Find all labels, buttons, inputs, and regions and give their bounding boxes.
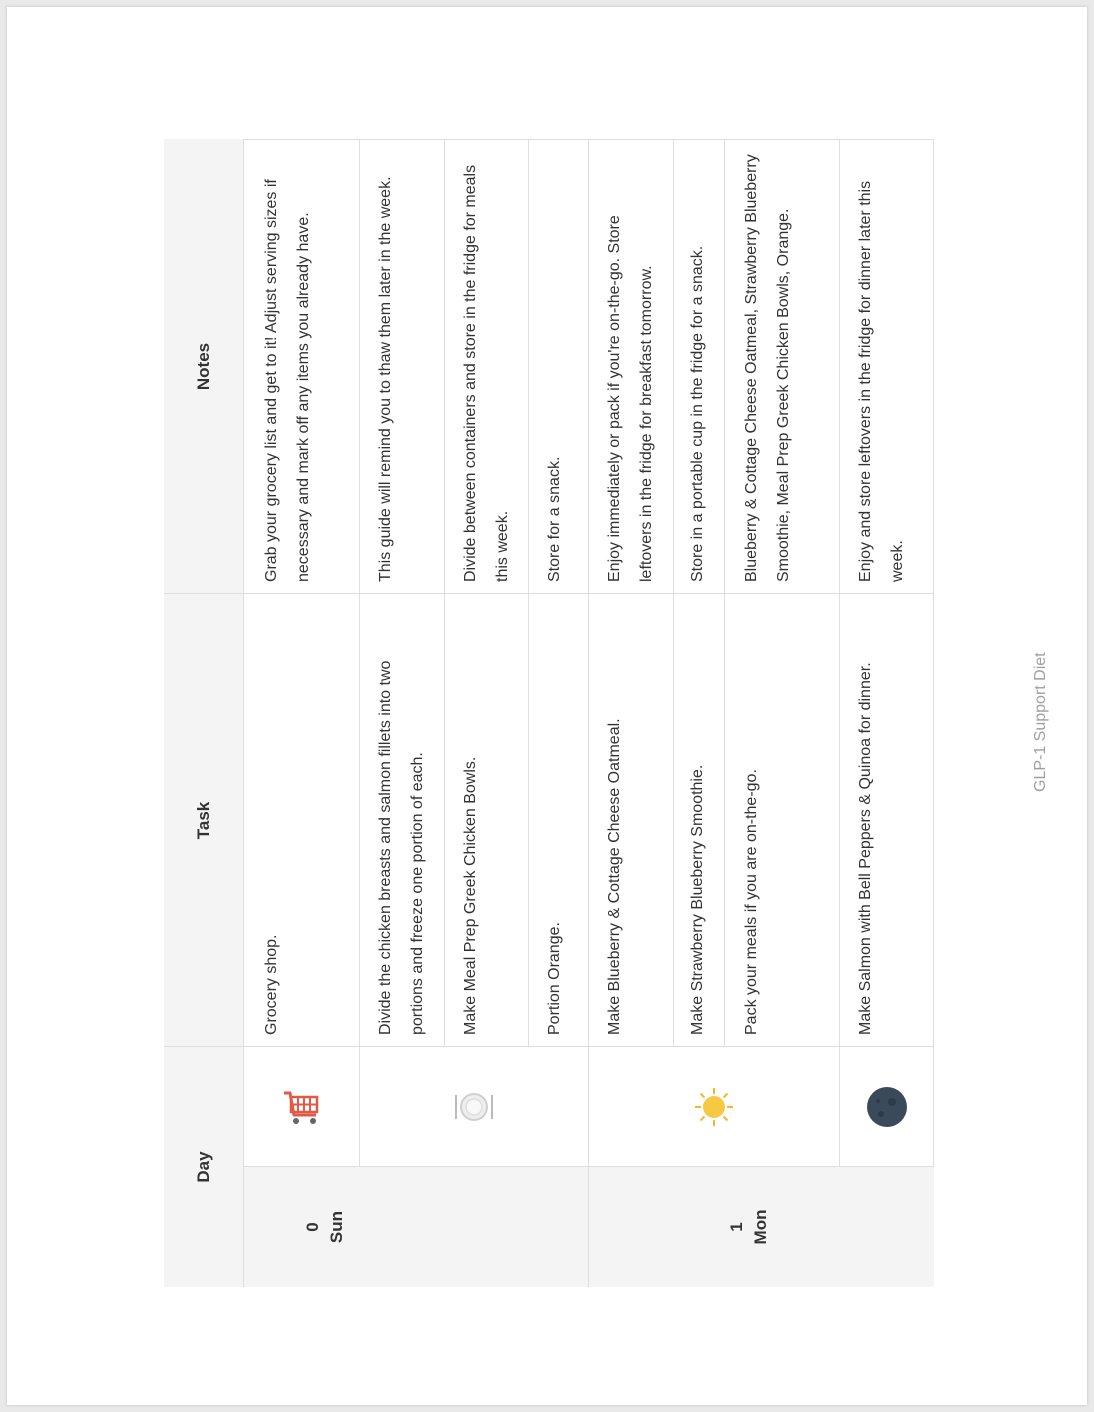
day-name: Mon bbox=[751, 1209, 770, 1245]
sun-icon bbox=[588, 1047, 839, 1167]
task-cell: Make Meal Prep Greek Chicken Bowls. bbox=[462, 756, 479, 1035]
notes-cell: Divide between containers and store in the fridge for meals this week. bbox=[462, 164, 511, 582]
meal-prep-table bbox=[164, 139, 934, 1287]
shopping-cart-icon bbox=[244, 1047, 359, 1167]
notes-cell: Store in a portable cup in the fridge for a snack. bbox=[689, 245, 706, 582]
moon-icon bbox=[839, 1047, 934, 1167]
day-header: Day bbox=[164, 1047, 244, 1287]
task-cell: Grocery shop. bbox=[263, 934, 280, 1035]
task-cell: Divide the chicken breasts and salmon fillets into two portions and freeze one portion of each. bbox=[377, 660, 426, 1035]
task-cell: Make Blueberry & Cottage Cheese Oatmeal. bbox=[606, 718, 623, 1035]
plate-icon bbox=[359, 1047, 588, 1167]
day-number: 1 bbox=[727, 1222, 746, 1232]
notes-cell: Grab your grocery list and get to it! Adjust serving sizes if necessary and mark off any items you already have. bbox=[263, 179, 312, 582]
notes-cell: Store for a snack. bbox=[546, 456, 563, 582]
day-number: 0 bbox=[303, 1222, 322, 1232]
day-0 bbox=[301, 1167, 349, 1287]
notes-cell: Blueberry & Cottage Cheese Oatmeal, Strawberry Blueberry Smoothie, Meal Prep Greek Chicken Bowls, Orange. bbox=[743, 154, 792, 582]
day-name: Sun bbox=[327, 1210, 346, 1244]
task-cell: Make Salmon with Bell Peppers & Quinoa for dinner. bbox=[857, 662, 874, 1035]
notes-cell: This guide will remind you to thaw them later in the week. bbox=[377, 176, 394, 582]
task-cell: Portion Orange. bbox=[546, 922, 563, 1035]
day-1 bbox=[725, 1167, 773, 1287]
notes-header: Notes bbox=[164, 139, 244, 594]
document-page bbox=[7, 7, 1087, 1405]
notes-cell: Enjoy and store leftovers in the fridge for dinner later this week. bbox=[857, 180, 906, 582]
notes-cell: Enjoy immediately or pack if you're on-the-go. Store leftovers in the fridge for breakfast tomorrow. bbox=[606, 215, 655, 582]
footer-title: GLP-1 Support Diet bbox=[1032, 652, 1049, 792]
task-cell: Make Strawberry Blueberry Smoothie. bbox=[689, 764, 706, 1035]
task-header: Task bbox=[164, 594, 244, 1047]
task-cell: Pack your meals if you are on-the-go. bbox=[743, 769, 760, 1035]
